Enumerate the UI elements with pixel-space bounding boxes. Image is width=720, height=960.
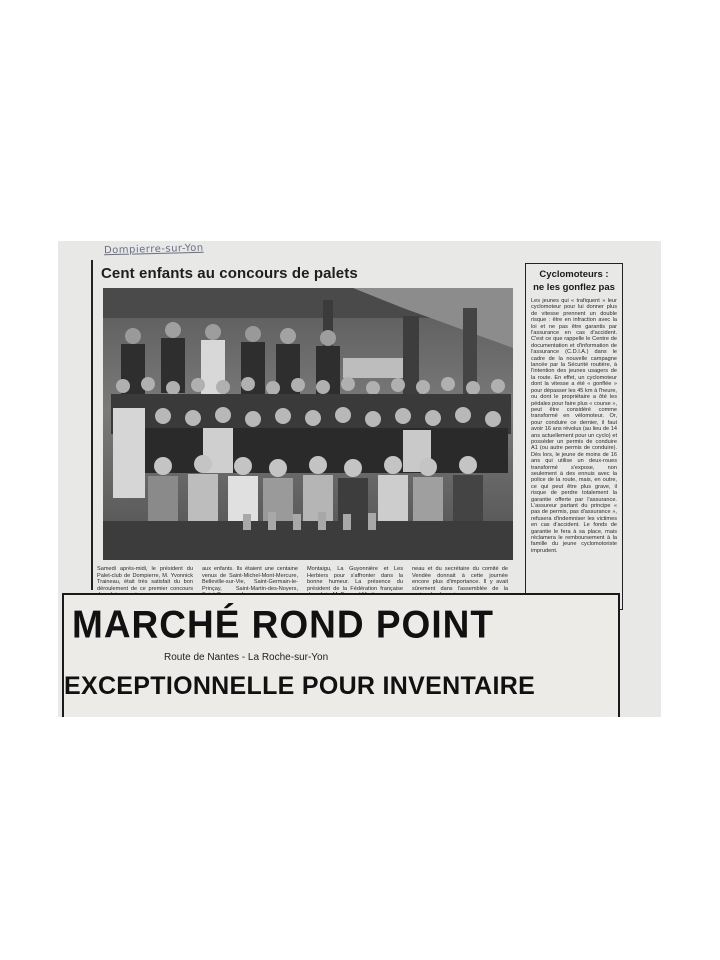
caption-column-4: neau et du secrétaire du comité de Vendée donnait à cette journée encore plus d'importance. Il y avait sûrement dans l'assemblée de la: [412, 566, 508, 592]
sidebar-body: Les jeunes qui « trafiquent » leur cyclomoteur pour lui donner plus de vitesse prennent un double risque : être en infraction avec la loi et ne pas être garantis par l'assurance en cas d'accident. C'est ce que rappelle le Centre de documentation et d'information de l'assurance (C.D.I.A.) dans le cadre de la nouvelle campagne lancée par la Sécurité routière, à l'intention des jeunes usagers de la route. En effet, un cyclomoteur dont la vitesse a été « gonflée » pour dépasser les 45 km à l'heure, ou dont le propriétaire a ôté les pédales pour faire plus « course », peut être considéré comme transformé en vélomoteur. Or, pour conduire ce dernier, il faut avoir 16 ans révolus (au lieu de 14 ans actuellement pour un cyclo) et posséder un permis de conduire A1 (ou autre permis de conduire). Dès lors, le jeune de moins de 16 ans qui utilise un deux-roues transformé s'expose, non seulement à des ennuis avec la police de la route, mais, en outre, ce qui peut être plus grave, il risque de perdre totalement la garantie offerte par l'assurance. L'assureur partant du principe « pas de permis, pas d'assurance », refusera d'indemniser les victimes en cas d'accident. Le fonds de garantie le fera à sa place, mais réclamera le remboursement à la famille du jeune cyclomotoriste imprudent.: [531, 298, 617, 554]
sidebar-title-line2: ne les gonflez pas: [533, 282, 615, 293]
caption-column-1: Samedi après-midi, le président du Palet-club de Dompierre, M. Yvonnick Traineau, était très satisfait du bon déroulement de ce premier concours: [97, 566, 193, 592]
sidebar-article: [525, 263, 623, 610]
article-headline: Cent enfants au concours de palets: [101, 265, 358, 282]
newspaper-clipping: [58, 241, 661, 717]
group-photo: [103, 288, 513, 560]
advertisement: [62, 593, 620, 717]
group-photo-image: [103, 288, 513, 560]
ad-tagline: EXCEPTIONNELLE POUR INVENTAIRE: [64, 672, 536, 700]
caption-column-3: Montaigu, La Guyonnière et Les Herbiers pour s'affronter dans la bonne humeur. La présence du président de la Fédération française: [307, 566, 403, 592]
ad-route: Route de Nantes - La Roche-sur-Yon: [164, 652, 329, 663]
sidebar-title-line1: Cyclomoteurs :: [539, 269, 609, 280]
main-article: [91, 255, 519, 592]
caption-column-2: aux enfants. Ils étaient une centaine venus de Saint-Michel-Mont-Mercure, Belleville-sur-Vie, Saint-Germain-le-Prinçay, Saint-Martin-des-Noyers,: [202, 566, 298, 592]
sidebar-title: [526, 268, 622, 294]
column-rule: [91, 260, 93, 590]
ad-title: MARCHÉ ROND POINT: [72, 602, 494, 646]
handwritten-note: Dompierre-sur-Yon: [103, 242, 204, 257]
